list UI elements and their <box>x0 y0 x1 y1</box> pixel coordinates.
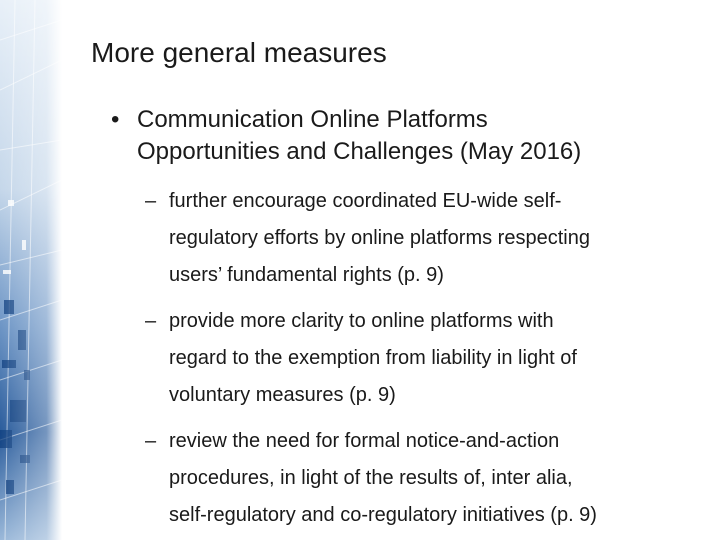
sub-bullet-list <box>145 183 715 540</box>
main-bullet-text <box>137 104 701 168</box>
sub-bullet-line: regulatory efforts by online platforms respecting <box>169 227 590 249</box>
main-bullet-line: Communication Online Platforms <box>137 106 488 133</box>
sub-bullet-line: procedures, in light of the results of, inter alia, <box>169 467 573 489</box>
main-bullet <box>111 104 701 168</box>
sub-bullet-line: review the need for formal notice-and-action <box>169 430 560 452</box>
sub-bullet-item <box>145 303 715 414</box>
sub-bullet-line: users’ fundamental rights (p. 9) <box>169 264 444 286</box>
dash-marker: – <box>145 430 157 452</box>
slide-title: More general measures <box>91 37 387 68</box>
dash-marker: – <box>145 310 157 332</box>
sub-bullet-line: provide more clarity to online platforms with <box>169 310 554 332</box>
side-decoration-texture-icon <box>0 0 62 540</box>
bullet-marker: • <box>111 106 120 133</box>
sub-bullet-item <box>145 423 715 534</box>
sub-bullet-line: self-regulatory and co-regulatory initiatives (p. 9) <box>169 504 597 526</box>
sub-bullet-text <box>169 423 715 534</box>
sub-bullet-text <box>169 303 715 414</box>
dash-marker: – <box>145 190 157 212</box>
sub-bullet-line: further encourage coordinated EU-wide self- <box>169 190 562 212</box>
sub-bullet-text <box>169 183 715 294</box>
main-bullet-line: Opportunities and Challenges (May 2016) <box>137 138 582 165</box>
sub-bullet-line: voluntary measures (p. 9) <box>169 384 396 406</box>
sub-bullet-line: regard to the exemption from liability in light of <box>169 347 577 369</box>
sub-bullet-item <box>145 183 715 294</box>
